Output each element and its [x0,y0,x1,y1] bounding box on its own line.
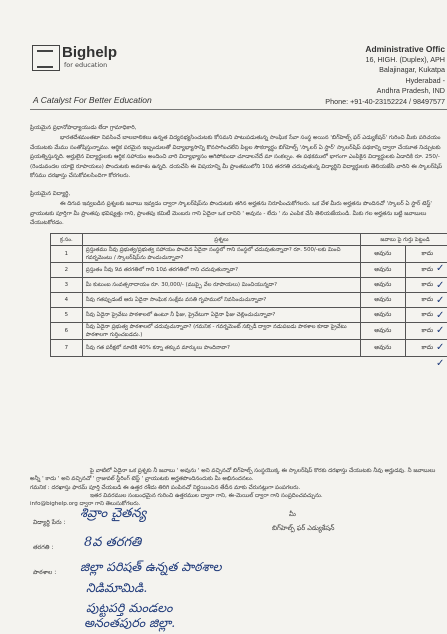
table-row [51,340,447,357]
row-number: 6 [51,323,83,340]
class-label: తరగతి : [33,544,53,552]
check-mark-icon: ✓ [436,280,444,291]
instructions-paragraph: ఈ దిగువ ఇవ్వబడిన ప్రశ్నలకు జవాబు ఇవ్వడం ద్వారా స్కాలర్‌షిప్‌ను పొందుటకు తగిన అర్హతను నిరూపించుకోగలరు. ఒక వేళ మీరు అర్హతను పొందినచో 'స్కాలర్ ఏ స్టార్ టెస్ట్' వ్రాయుటకు పూర్తిగా మీ ప్రాంతపు భవిష్యత్తు గాని, ప్రాంతపు కమిటీ మెంబరు గాని ఏదైనా ఒక దానిని ' అవును - లేదు ' ను ఎంపిక చేసి తెలియజేయండి. మీకు గల అర్హతను బట్టి జవాబులు చేయుటకోరడం. [30,200,445,229]
no-option[interactable]: కాదు [405,323,447,340]
row-number: 7 [51,340,83,357]
row-question: ప్రస్తుతము నీవు ప్రభుత్వ/ప్రభుత్వ సహాయం పొందిన ఏదైనా సంస్థలో గాని సంస్థలో చదువుతున్నావా? రూ. 500/-లకు మించి గవర్నమెంటు / స్కాలర్‌షిప్‌ను పొందుచున్నావా? [82,246,360,263]
sign-off: మీ [289,510,296,520]
footer-note: గమనిక : దరఖాస్తు ఫారమ్ పూర్తి చేయబడి ఈ ఉత్తర రశీదు తిరిగి పంపినచో నిర్ణయించిన తేదీన మాకు చేరునట్లుగా పంపగలరు. [30,485,300,491]
table-row [51,293,447,308]
table-row [51,246,447,263]
brand-subtitle: for education [64,61,107,69]
office-address [280,44,445,108]
student-name-label: విద్యార్థి పేరు : [33,519,66,527]
office-title: Administrative Offic [280,44,445,55]
tagline: A Catalyst For Better Education [33,95,152,105]
school-label: పాఠశాల : [33,569,56,577]
footer-notes [30,467,445,501]
row-question: నీవు గతప్పుడంటే ఆరు ఏదైనా సాంఘిక సంక్షేమ వసతి గృహములో నివసించుచున్నావా? [82,293,360,308]
no-option[interactable]: కాదు [405,278,447,293]
yes-option[interactable]: అవును [361,278,405,293]
header-answer: జవాబు పై గుర్తు పెట్టండి [361,234,447,246]
no-option[interactable]: కాదు [405,340,447,357]
eligibility-table [50,233,447,357]
yes-option[interactable]: అవును [361,323,405,340]
school-handwritten-line: నిడిమామిడి. [86,580,147,599]
footer-paragraph: పై వాటిలో ఏదైనా ఒక ప్రశ్నకు నీ జవాబు ' అవును ' అని వచ్చినచో బిగ్‌హెల్ప్ సంస్థయొక్క ఈ స్కాలర్‌షిప్ కొరకు దరఖాస్తు చేయుటకు నీవు అర్హుడవు. నీ జవాబులు అన్నీ ' కాదు ' అని వచ్చినచో ' గ్రాజువల్ స్టీరింగ్ టెస్ట్ ' వ్రాయుటకు అర్హతపొందినందుకు మీ అభినందనలు. [30,467,445,484]
check-mark-icon: ✓ [436,325,444,336]
footer-contact: ఇతర వివరముల సంబంధమైన గురించి ఉత్తరముల ద్వారా గాని, ఈ-మెయిల్ ద్వారా గాని సంప్రదించవచ్చును. [30,492,445,500]
office-line: 16, HIGH. (Duplex), APH [280,55,445,66]
bighelp-logo-icon [32,45,60,71]
class-handwritten: 8వ తరగతి [84,535,141,553]
yes-option[interactable]: అవును [361,246,405,263]
table-row [51,308,447,323]
no-option[interactable]: కాదు [405,293,447,308]
salutation: ప్రియమైన ప్రధానోపాధ్యాయుడు లేదా గ్రామాధికారి, [30,124,445,134]
sign-off-org: బిగ్‌హెల్ప్ ఫర్ ఎడ్యుకేషన్ [272,524,334,534]
row-number: 5 [51,308,83,323]
intro-paragraph: భారతదేశమంతటా నివసించే బాలబాలికలు ఉన్నత విద్యనభ్యసించుటకు కోసమని పాటుపడుతున్న సాంఘిక సేవా సంస్థ అయిన 'బిగ్‌హెల్ప్ ఫర్ ఎడ్యుకేషన్' గురించి మీకు పరిచయం చేయుటకు మేము సంతోషిస్తున్నాము. ఆర్థిక పరమైన ఇబ్బందులతో విద్యాభ్యాసాన్ని కొనసాగించలేని పిల్లల సౌకర్యార్థం బిగ్‌హెల్ప్ 'స్కాలర్ ఏ స్టార్' స్కాలర్‌షిప్ పథకాన్ని ద్వారా చేయూత నిచ్చుటకు ప్రయత్నిస్తున్నది. అర్హులైన విద్యార్థులకు ఆర్థిక సహాయం అందించి వారి విద్యాభ్యాసం ఆగిపోకుండా చూడాలనేదే మా సంకల్పం. ఈ పథకములో భాగంగా ఎంపికైన విద్యార్థులకు ఏడాదికి రూ. 250/- (రెండువందల యాభై రూపాయలు) పొందుటకు అవకాశం ఉన్నది. దయచేసి ఈ విషయాన్ని మీ ప్రాంతములోని 10వ తరగతి చదువుతున్న విద్యార్థిని విద్యార్థులకు తెలియజేసి వారిని ఈ స్కాలర్‌షిప్ కోసము దరఖాస్తు చేసుకోవలసిందిగా కోరగలరు. [30,134,445,182]
row-question: నీవు ఏదైనా ప్రైవేటు పాఠశాలలో ఉంటూ నీ ఫీజు, ప్రైవేటుగా ఏదైనా ఫీజు చెల్లించుచున్నావా? [82,308,360,323]
no-option[interactable]: కాదు [405,246,447,263]
office-phone: Phone: +91-40-23152224 / 98497577 [280,97,445,108]
table-row [51,323,447,340]
row-question: ప్రస్తుతం నీవు 9వ తరగతిలో గాని 10వ తరగతిలో గాని చదువుతున్నావా? [82,263,360,278]
check-mark-icon: ✓ [436,295,444,306]
check-mark-icon: ✓ [436,263,444,274]
check-mark-icon: ✓ [436,358,444,369]
office-line: Andhra Pradesh, IND [280,86,445,97]
header-questions: ప్రశ్నలు [82,234,360,246]
check-mark-icon: ✓ [436,342,444,353]
row-question: నీవు గత పరీక్షలో నూటికి 40% కన్నా తక్కువ మార్కులు పొందినావా? [82,340,360,357]
check-mark-icon: ✓ [436,310,444,321]
table-row [51,263,447,278]
no-option[interactable]: కాదు [405,263,447,278]
brand-name: Bighelp [62,44,117,61]
no-option[interactable]: కాదు [405,308,447,323]
school-handwritten-line: అనంతపురం జిల్లా. [84,615,175,634]
yes-option[interactable]: అవును [361,263,405,278]
table-row [51,278,447,293]
table-header-row [51,234,447,246]
student-name-handwritten: శివ్రాం చైతన్య [80,506,146,524]
row-number: 4 [51,293,83,308]
row-number: 2 [51,263,83,278]
yes-option[interactable]: అవును [361,308,405,323]
school-handwritten-line: జిల్లా పరిషత్ ఉన్నత పాఠశాల [80,559,221,578]
school-handwritten-line: పుట్టపర్తి మండలం [86,600,172,619]
row-question: నీవు ఏదైనా ప్రభుత్వ పాఠశాలలో చదువుచున్నావా? (గమనిక - గవర్నమెంట్ సబ్సిడీ ద్వారా నడుపబడు పాఠశాల కూడా ప్రైవేటు పాఠశాలగా గుర్తించబడదు.) [82,323,360,340]
row-number: 1 [51,246,83,263]
row-question: మీ కుటుంబ సంవత్సరాదాయం రూ. 30,000/- (ముప్పై వేల రూపాయలు) మించియున్నదా? [82,278,360,293]
yes-option[interactable]: అవును [361,340,405,357]
office-line: Balajinagar, Kukatpa [280,65,445,76]
row-number: 3 [51,278,83,293]
email-line: info@bighelp.org ద్వారా గాని తెలుసుకోగలరు. [30,500,140,508]
header-serial: క్ర.సం. [51,234,83,246]
office-line: Hyderabad - [280,76,445,87]
yes-option[interactable]: అవును [361,293,405,308]
student-salutation: ప్రియమైన విద్యార్థి, [30,190,445,200]
header-divider [30,109,447,110]
